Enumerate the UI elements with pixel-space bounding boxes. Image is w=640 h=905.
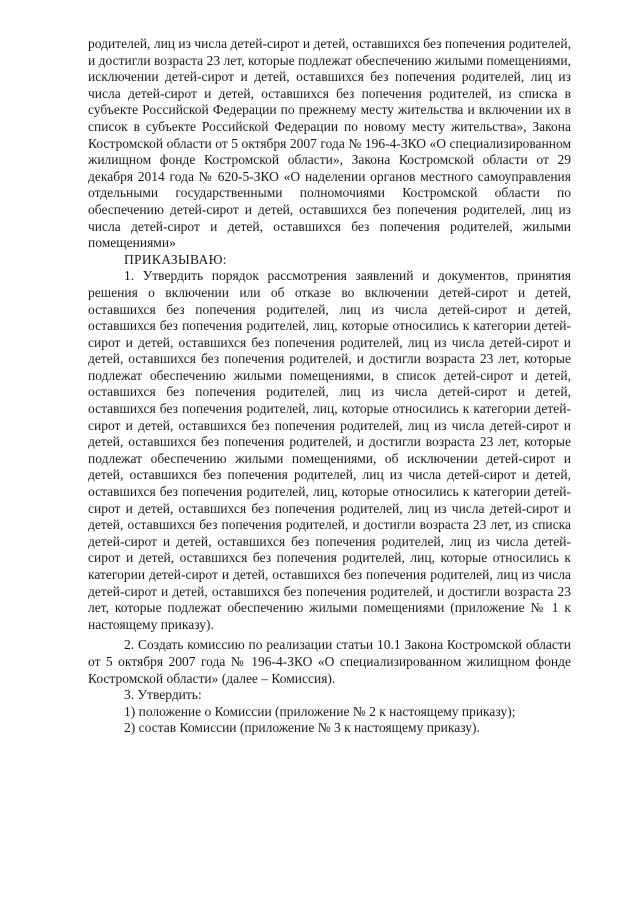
intro-paragraph: родителей, лиц из числа детей-сирот и детей, оставшихся без попечения родителей, и достигли возраста 23 лет, которые подлежат обеспечению жилыми помещениями, исключении детей-сирот и детей, оставшихся без попечения родителей, лиц из числа детей-сирот и детей, оставшихся без попечения родителей, из списка в субъекте Российской Федерации по прежнему месту жительства и включении их в список в субъекте Российской Федерации по новому месту жительства», Закона Костромской области от 5 октября 2007 года № 196-4-ЗКО «О специализированном жилищном фонде Костромской области», Закона Костромской области от 29 декабря 2014 года № 620-5-ЗКО «О наделении органов местного самоуправления отдельными государственными полномочиями Костромской области по обеспечению детей-сирот и детей, оставшихся без попечения родителей, лиц из числа детей-сирот и детей, оставшихся без попечения родителей, жилыми помещениями»	[88, 36, 571, 251]
item-1-paragraph: 1. Утвердить порядок рассмотрения заявлений и документов, принятия решения о включении или об отказе во включении детей-сирот и детей, оставшихся без попечения родителей, лиц из числа детей-сирот и детей, оставшихся без попечения родителей, лиц, которые относились к категории детей-сирот и детей, оставшихся без попечения родителей, лиц из числа детей-сирот и детей, оставшихся без попечения родителей, и достигли возраста 23 лет, которые подлежат обеспечению жилыми помещениями, в список детей-сирот и детей, оставшихся без попечения родителей, лиц из числа детей-сирот и детей, оставшихся без попечения родителей, лиц, которые относились к категории детей-сирот и детей, оставшихся без попечения родителей, лиц из числа детей-сирот и детей, оставшихся без попечения родителей, и достигли возраста 23 лет, которые подлежат обеспечению жилыми помещениями, об исключении детей-сирот и детей, оставшихся без попечения родителей, лиц из числа детей-сирот и детей, оставшихся без попечения родителей, лиц, которые относились к категории детей-сирот и детей, оставшихся без попечения родителей, лиц из числа детей-сирот и детей, оставшихся без попечения родителей, и достигли возраста 23 лет, из списка детей-сирот и детей, оставшихся без попечения родителей, лиц из числа детей-сирот и детей, оставшихся без попечения родителей, лиц, которые относились к категории детей-сирот и детей, оставшихся без попечения родителей, лиц из числа детей-сирот и детей, оставшихся без попечения родителей, и достигли возраста 23 лет, которые подлежат обеспечению жилыми помещениями (приложение № 1 к настоящему приказу).	[88, 268, 571, 632]
item-3-2-paragraph: 2) состав Комиссии (приложение № 3 к настоящему приказу).	[124, 720, 480, 736]
document-page	[88, 36, 571, 737]
item-3-1-paragraph: 1) положение о Комиссии (приложение № 2 к настоящему приказу);	[124, 703, 516, 719]
item-2-paragraph: 2. Создать комиссию по реализации статьи 10.1 Закона Костромской области от 5 октября 2007 года № 196-4-ЗКО «О специализированном жилищном фонде Костромской области» (далее – Комиссия).	[88, 637, 571, 686]
order-word: ПРИКАЗЫВАЮ:	[124, 251, 227, 267]
item-3-heading: 3. Утвердить:	[124, 687, 202, 703]
